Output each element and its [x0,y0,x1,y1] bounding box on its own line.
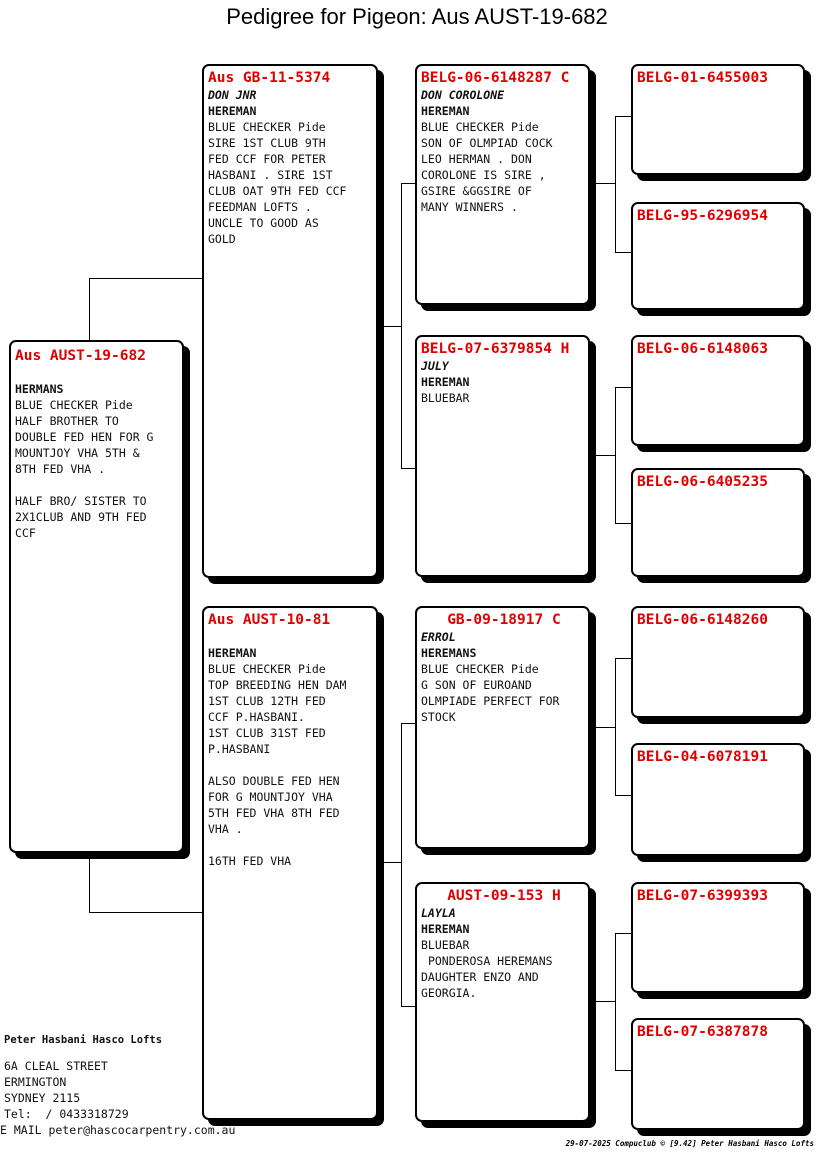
connector-line [594,455,615,456]
great-grandparent-ring-number: BELG-07-6399393 [637,888,768,904]
great-grandparent-card [631,335,805,446]
dam-description: BLUE CHECKER Pide TOP BREEDING HEN DAM 1ST CLUB 12TH FED CCF P.HASBANI. 1ST CLUB 31ST FED P.HASBANI ALSO DOUBLE FED HEN FOR G MOUNTJOY VHA 5TH FED VHA 8TH FED VHA . 16TH FED VHA [208,662,347,868]
sire-card [202,64,378,578]
owner-address-line: ERMINGTON [4,1075,67,1089]
sire-sire-ring-number: BELG-06-6148287 C [421,70,570,86]
great-grandparent-ring-number: BELG-95-6296954 [637,208,768,224]
great-grandparent-card [631,468,805,577]
dam-sire-description: BLUE CHECKER Pide G SON OF EUROAND OLMPIADE PERFECT FOR STOCK [421,662,560,724]
great-grandparent-card [631,64,805,175]
great-grandparent-ring-number: BELG-06-6148260 [637,612,768,628]
subject-breeder: HERMANS [15,382,64,396]
connector-line [401,183,402,468]
sire-name: DON JNR [208,88,257,102]
connector-line [594,1001,615,1002]
connector-line [615,387,616,523]
dam-dam-name: LAYLA [421,906,456,920]
great-grandparent-ring-number: BELG-06-6148063 [637,341,768,357]
sire-ring-number: Aus GB-11-5374 [208,70,331,86]
connector-line [381,862,401,863]
great-grandparent-ring-number: BELG-07-6387878 [637,1024,768,1040]
dam-sire-ring-number: GB-09-18917 C [421,612,561,628]
dam-sire-name: ERROL [421,630,456,644]
sire-sire-card [415,64,590,305]
connector-line [594,727,615,728]
dam-sire-breeder: HEREMANS [421,646,477,660]
dam-sire-card [415,606,590,849]
sire-sire-description: BLUE CHECKER Pide SON OF OLMPIAD COCK LEO HERMAN . DON COROLONE IS SIRE , GSIRE &GGSIRE OF MANY WINNERS . [421,120,553,214]
sire-dam-card [415,335,590,577]
great-grandparent-ring-number: BELG-06-6405235 [637,474,768,490]
sire-description: BLUE CHECKER Pide SIRE 1ST CLUB 9TH FED CCF FOR PETER HASBANI . SIRE 1ST CLUB OAT 9TH FED CCF FEEDMAN LOFTS . UNCLE TO GOOD AS GOLD [208,120,347,246]
great-grandparent-ring-number: BELG-01-6455003 [637,70,768,86]
subject-card [9,340,184,853]
connector-line [615,387,632,388]
connector-line [615,933,616,1070]
owner-email: E MAIL peter@hascocarpentry.com.au [0,1123,236,1137]
sire-breeder: HEREMAN [208,104,257,118]
sire-sire-name: DON COROLONE [421,88,505,102]
connector-line [615,658,616,795]
footer-credit: 29-07-2025 Compuclub © [9.42] Peter Hasbani Hasco Lofts [565,1139,814,1148]
connector-line [615,116,616,252]
dam-name [208,629,372,645]
dam-dam-ring-number: AUST-09-153 H [421,888,561,904]
dam-ring-number: Aus AUST-10-81 [208,612,331,628]
connector-line [89,912,205,913]
sire-sire-breeder: HEREMAN [421,104,470,118]
dam-dam-description: BLUEBAR PONDEROSA HEREMANS DAUGHTER ENZO AND GEORGIA. [421,938,553,1000]
connector-line [615,933,632,934]
great-grandparent-card [631,202,805,310]
connector-line [89,278,205,279]
connector-line [615,116,632,117]
owner-phone: Tel: / 0433318729 [4,1107,129,1121]
connector-line [615,658,632,659]
subject-description: BLUE CHECKER Pide HALF BROTHER TO DOUBLE FED HEN FOR G MOUNTJOY VHA 5TH & 8TH FED VHA . HALF BRO/ SISTER TO 2X1CLUB AND 9TH FED CCF [15,398,154,540]
dam-dam-card [415,882,590,1122]
connector-line [594,183,615,184]
connector-line [615,1070,632,1071]
subject-name [15,365,178,381]
great-grandparent-ring-number: BELG-04-6078191 [637,749,768,765]
great-grandparent-card [631,1018,805,1130]
dam-breeder: HEREMAN [208,646,257,660]
owner-address-line: 6A CLEAL STREET [4,1059,108,1073]
connector-line [615,523,632,524]
great-grandparent-card [631,882,805,993]
sire-dam-description: BLUEBAR [421,391,470,405]
connector-line [615,795,632,796]
subject-ring-number: Aus AUST-19-682 [15,348,146,364]
connector-line [89,278,90,342]
connector-line [615,252,632,253]
owner-address-line: SYDNEY 2115 [4,1091,81,1105]
great-grandparent-card [631,606,805,718]
owner-name: Peter Hasbani Hasco Lofts [4,1034,163,1046]
connector-line [381,326,401,327]
connector-line [89,856,90,912]
sire-dam-ring-number: BELG-07-6379854 H [421,341,570,357]
page-title: Pedigree for Pigeon: Aus AUST-19-682 [226,4,608,29]
connector-line [401,723,402,1006]
sire-dam-breeder: HEREMAN [421,375,470,389]
owner-block [0,1032,236,1138]
dam-dam-breeder: HEREMAN [421,922,470,936]
sire-dam-name: JULY [421,359,449,373]
great-grandparent-card [631,743,805,856]
